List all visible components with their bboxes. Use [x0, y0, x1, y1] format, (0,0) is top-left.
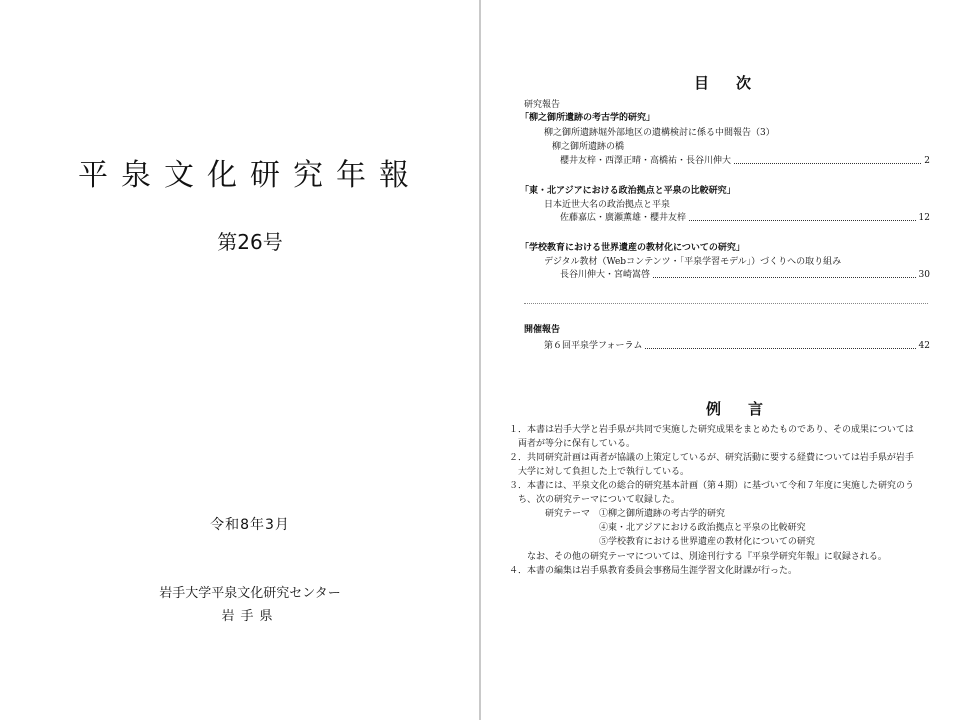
notes-line: ２．共同研究計画は両者が協議の上策定しているが、研究活動に要する経費については岩手県が岩手: [509, 453, 914, 463]
toc-leader-dots: [645, 348, 915, 349]
toc-leader-dots: [734, 163, 921, 164]
toc-separator: [524, 303, 928, 304]
toc-entry-authors-line-1[interactable]: [560, 156, 930, 167]
notes-line: 大学に対して負担した上で執行している。: [509, 467, 690, 477]
toc-leader-dots: [689, 220, 916, 221]
toc-event-page-number: 42: [918, 341, 930, 351]
notes-line: １．本書は岩手大学と岩手県が共同で実施した研究成果をまとめたものであり、その成果については: [509, 425, 914, 435]
toc-entry-subtitle-1: 柳之御所遺跡の橋: [552, 142, 625, 152]
notes-line: ３．本書には、平泉文化の総合的研究基本計画（第４期）に基づいて令和７年度に実施した研究のう: [509, 481, 915, 491]
cover-issue-number: 第26号: [217, 230, 283, 254]
notes-line: ち、次の研究テーマについて収録した。: [509, 495, 680, 505]
toc-heading: 目 次: [694, 74, 758, 92]
toc-page-number-2: 12: [918, 213, 930, 223]
toc-authors-1: 櫻井友梓・西澤正晴・高橋祐・長谷川伸大: [560, 156, 732, 166]
toc-page-number-1: 2: [924, 156, 930, 166]
cover-publisher: 岩手大学平泉文化研究センター: [159, 586, 341, 601]
notes-heading: 例 言: [706, 400, 770, 418]
notes-line: 両者が等分に保有している。: [509, 439, 636, 449]
toc-entry-title-1: 柳之御所遺跡堀外部地区の遺構検討に係る中間報告（3）: [544, 128, 775, 138]
toc-event-title: 第６回平泉学フォーラム: [544, 341, 643, 351]
toc-project-2: 「東・北アジアにおける政治拠点と平泉の比較研究」: [520, 186, 736, 196]
toc-authors-2: 佐藤嘉広・廣瀬薫雄・櫻井友梓: [560, 213, 687, 223]
toc-event-label: 開催報告: [524, 325, 561, 335]
toc-entry-authors-line-2[interactable]: [560, 213, 930, 224]
cover-prefecture: 岩手県: [221, 609, 279, 624]
notes-line: なお、その他の研究テーマについては、別途刊行する『平泉学研究年報』に収録される。: [509, 552, 887, 562]
notes-line: ④東・北アジアにおける政治拠点と平泉の比較研究: [509, 523, 806, 533]
cover-page: [0, 0, 478, 720]
toc-entry-title-2: 日本近世大名の政治拠点と平泉: [544, 200, 671, 210]
page-divider: [479, 0, 481, 720]
notes-line: ⑤学校教育における世界遺産の教材化についての研究: [509, 537, 815, 547]
toc-project-1: 「柳之御所遺跡の考古学的研究」: [520, 113, 656, 123]
toc-project-3: 「学校教育における世界遺産の教材化についての研究」: [520, 243, 745, 253]
cover-title: 平泉文化研究年報: [78, 158, 422, 193]
toc-authors-3: 長谷川伸大・宮崎嵩啓: [560, 270, 651, 280]
toc-entry-authors-line-3[interactable]: [560, 270, 930, 281]
toc-research-label: 研究報告: [524, 100, 561, 110]
toc-event-line[interactable]: [544, 341, 930, 352]
toc-entry-title-3: デジタル教材（Webコンテンツ・「平泉学習モデル」）づくりへの取り組み: [544, 257, 842, 267]
cover-date: 令和8年3月: [210, 517, 290, 533]
toc-leader-dots: [653, 277, 916, 278]
toc-page-number-3: 30: [918, 270, 930, 280]
notes-line: ４．本書の編集は岩手県教育委員会事務局生涯学習文化財課が行った。: [509, 566, 798, 576]
notes-line: 研究テーマ ①柳之御所遺跡の考古学的研究: [509, 509, 726, 519]
